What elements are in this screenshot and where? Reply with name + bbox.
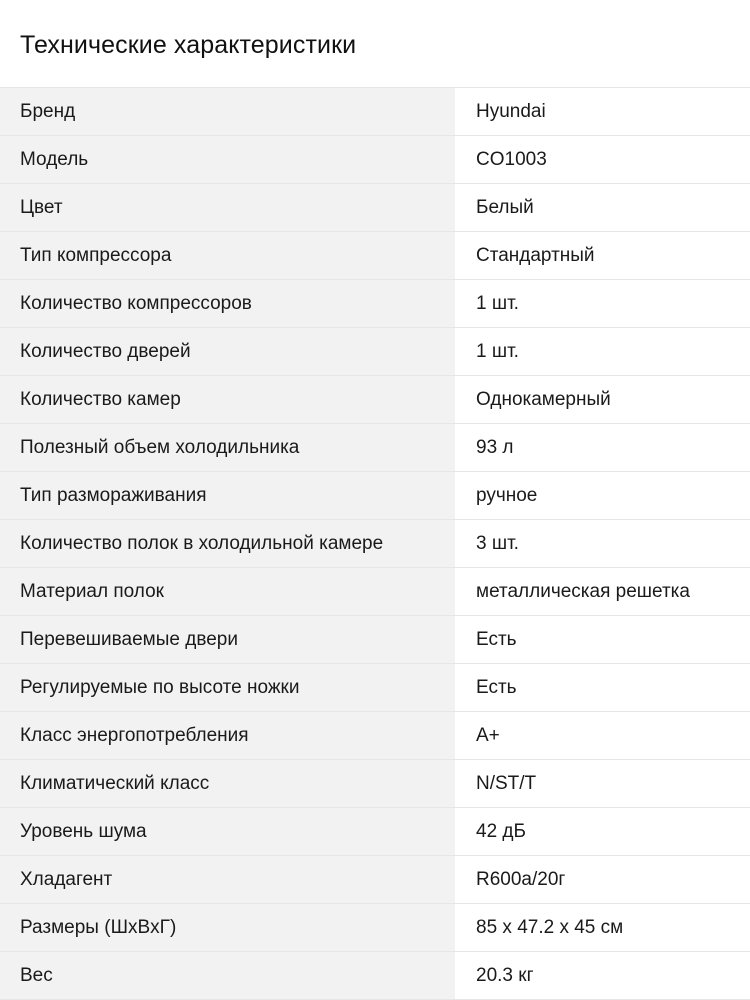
spec-label: Полезный объем холодильника	[0, 424, 455, 471]
spec-value: ручное	[455, 472, 750, 519]
spec-label: Хладагент	[0, 856, 455, 903]
spec-row-door-count	[0, 328, 750, 376]
spec-value: 42 дБ	[455, 808, 750, 855]
spec-label: Модель	[0, 136, 455, 183]
spec-row-noise-level	[0, 808, 750, 856]
spec-label: Количество камер	[0, 376, 455, 423]
spec-value: 1 шт.	[455, 280, 750, 327]
spec-row-brand	[0, 88, 750, 136]
spec-label: Цвет	[0, 184, 455, 231]
spec-row-chamber-count	[0, 376, 750, 424]
spec-value: 1 шт.	[455, 328, 750, 375]
spec-label: Количество дверей	[0, 328, 455, 375]
spec-value: 20.3 кг	[455, 952, 750, 999]
spec-row-reversible-doors	[0, 616, 750, 664]
page-title: Технические характеристики	[20, 31, 357, 59]
spec-value: Hyundai	[455, 88, 750, 135]
spec-value: N/ST/T	[455, 760, 750, 807]
spec-value: Белый	[455, 184, 750, 231]
spec-row-weight	[0, 952, 750, 1000]
spec-row-defrost-type	[0, 472, 750, 520]
spec-label: Климатический класс	[0, 760, 455, 807]
spec-value: Однокамерный	[455, 376, 750, 423]
spec-value: Есть	[455, 664, 750, 711]
spec-row-shelf-material	[0, 568, 750, 616]
spec-label: Количество полок в холодильной камере	[0, 520, 455, 567]
spec-row-volume	[0, 424, 750, 472]
spec-value: металлическая решетка	[455, 568, 750, 615]
spec-row-adjustable-feet	[0, 664, 750, 712]
spec-value: Стандартный	[455, 232, 750, 279]
spec-row-compressor-type	[0, 232, 750, 280]
spec-row-energy-class	[0, 712, 750, 760]
spec-label: Количество компрессоров	[0, 280, 455, 327]
spec-label: Вес	[0, 952, 455, 999]
spec-label: Перевешиваемые двери	[0, 616, 455, 663]
spec-label: Размеры (ШxВxГ)	[0, 904, 455, 951]
spec-value: 3 шт.	[455, 520, 750, 567]
spec-value: Есть	[455, 616, 750, 663]
spec-row-compressor-count	[0, 280, 750, 328]
spec-label: Бренд	[0, 88, 455, 135]
spec-row-color	[0, 184, 750, 232]
spec-value: CO1003	[455, 136, 750, 183]
specs-table	[0, 87, 750, 1000]
spec-label: Материал полок	[0, 568, 455, 615]
spec-label: Регулируемые по высоте ножки	[0, 664, 455, 711]
spec-value: R600a/20г	[455, 856, 750, 903]
spec-label: Уровень шума	[0, 808, 455, 855]
spec-row-refrigerant	[0, 856, 750, 904]
spec-row-dimensions	[0, 904, 750, 952]
spec-label: Тип размораживания	[0, 472, 455, 519]
spec-row-climate-class	[0, 760, 750, 808]
spec-label: Класс энергопотребления	[0, 712, 455, 759]
spec-value: 93 л	[455, 424, 750, 471]
spec-value: 85 x 47.2 x 45 см	[455, 904, 750, 951]
spec-value: A+	[455, 712, 750, 759]
spec-row-model	[0, 136, 750, 184]
spec-label: Тип компрессора	[0, 232, 455, 279]
spec-row-shelf-count	[0, 520, 750, 568]
